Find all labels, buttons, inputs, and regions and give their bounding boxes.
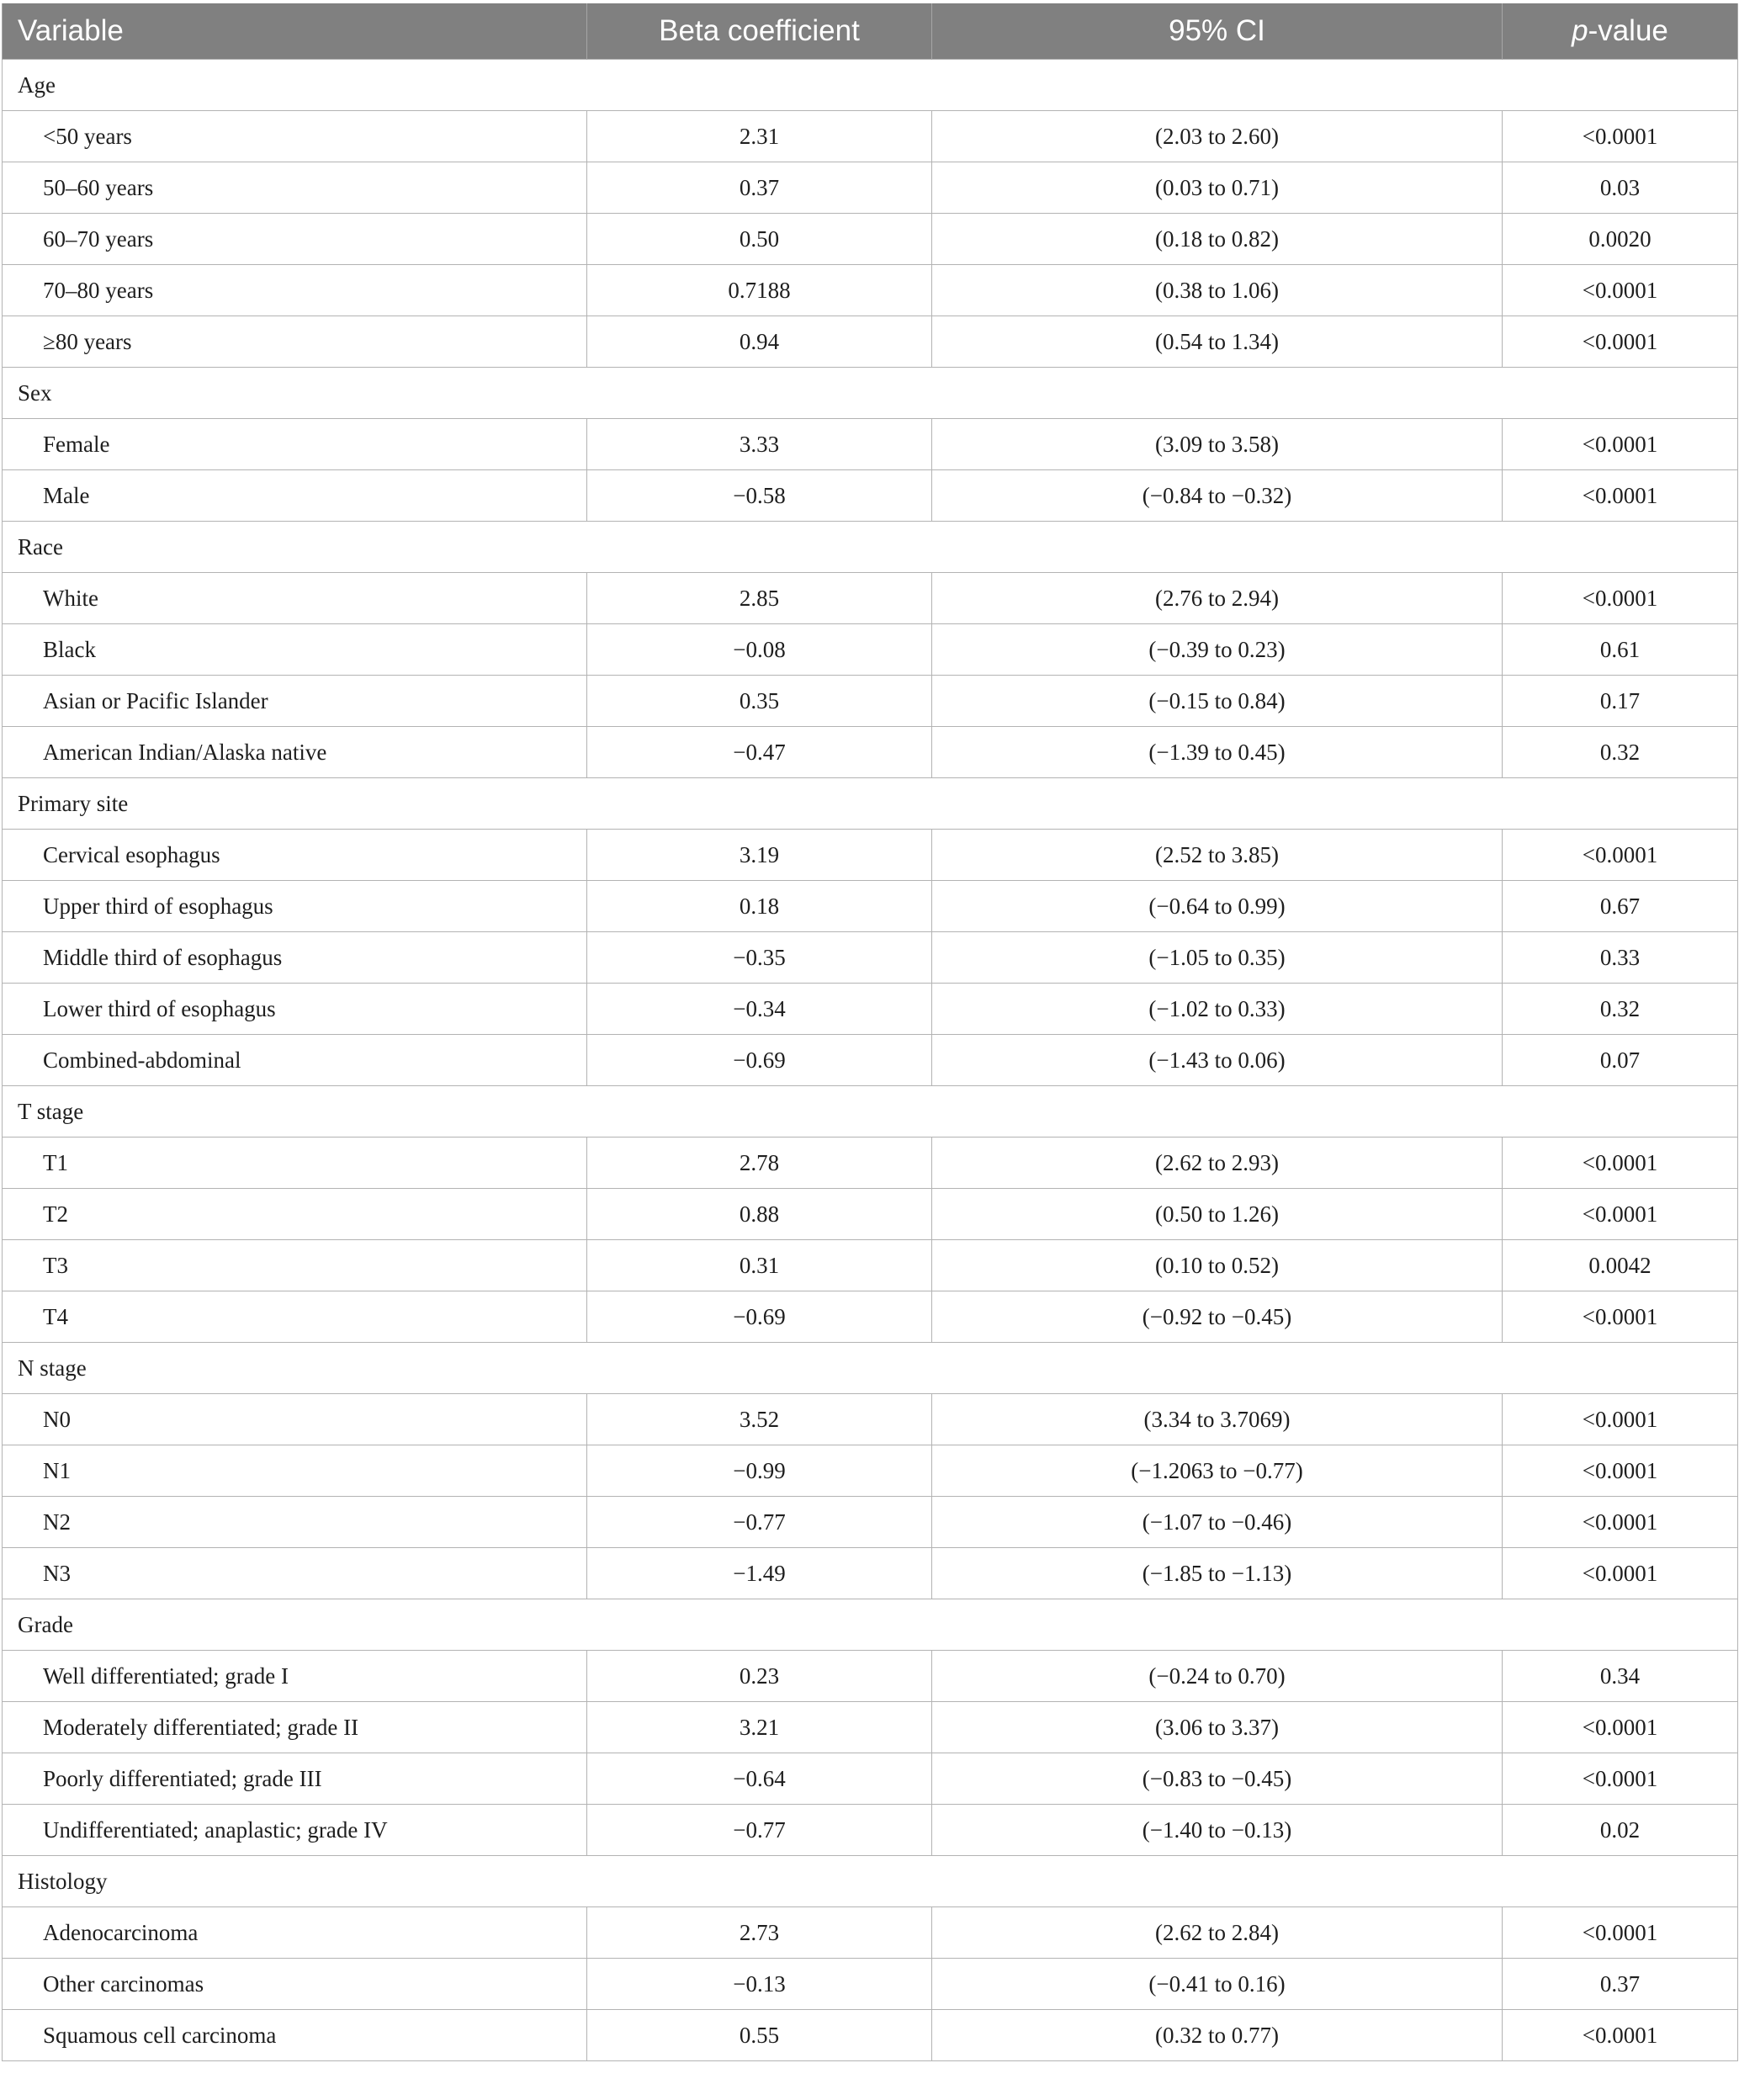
table-row (3, 111, 1738, 162)
confidence-interval-cell: (3.09 to 3.58) (932, 419, 1503, 470)
p-value-cell: 0.03 (1503, 162, 1738, 214)
p-value-cell: <0.0001 (1503, 1907, 1738, 1959)
beta-coefficient-cell: −0.08 (587, 624, 932, 676)
row-label: Combined-abdominal (3, 1035, 587, 1086)
table-row (3, 1651, 1738, 1702)
beta-coefficient-cell: −0.77 (587, 1497, 932, 1548)
table-row (3, 1394, 1738, 1445)
row-label: White (3, 573, 587, 624)
row-label: T4 (3, 1291, 587, 1343)
table-row (3, 1753, 1738, 1805)
table-row (3, 1035, 1738, 1086)
row-label: Undifferentiated; anaplastic; grade IV (3, 1805, 587, 1856)
beta-coefficient-cell: 0.35 (587, 676, 932, 727)
p-value-cell: 0.67 (1503, 881, 1738, 932)
p-value-cell: 0.33 (1503, 932, 1738, 984)
header-p-letter: p (1572, 14, 1588, 47)
beta-coefficient-cell: 0.88 (587, 1189, 932, 1240)
row-label: T3 (3, 1240, 587, 1291)
header-p-value (1503, 3, 1738, 60)
confidence-interval-cell: (−1.40 to −0.13) (932, 1805, 1503, 1856)
header-p-suffix: -value (1588, 14, 1668, 47)
table-row (3, 1702, 1738, 1753)
group-title: Histology (3, 1856, 1738, 1907)
table-header (3, 3, 1738, 60)
confidence-interval-cell: (−0.83 to −0.45) (932, 1753, 1503, 1805)
p-value-cell: 0.61 (1503, 624, 1738, 676)
p-value-cell: <0.0001 (1503, 316, 1738, 368)
confidence-interval-cell: (0.03 to 0.71) (932, 162, 1503, 214)
table-row (3, 1445, 1738, 1497)
beta-coefficient-cell: −0.35 (587, 932, 932, 984)
p-value-cell: <0.0001 (1503, 1753, 1738, 1805)
table-row (3, 1805, 1738, 1856)
row-label: American Indian/Alaska native (3, 727, 587, 778)
p-value-cell: <0.0001 (1503, 265, 1738, 316)
group-title: N stage (3, 1343, 1738, 1394)
header-row (3, 3, 1738, 60)
table-row (3, 932, 1738, 984)
regression-table (2, 3, 1738, 2061)
group-header-row (3, 60, 1738, 111)
p-value-cell: <0.0001 (1503, 2010, 1738, 2061)
table-row (3, 1138, 1738, 1189)
beta-coefficient-cell: 2.85 (587, 573, 932, 624)
p-value-cell: 0.37 (1503, 1959, 1738, 2010)
group-title: Primary site (3, 778, 1738, 830)
table-row (3, 984, 1738, 1035)
confidence-interval-cell: (−1.2063 to −0.77) (932, 1445, 1503, 1497)
p-value-cell: <0.0001 (1503, 1497, 1738, 1548)
p-value-cell: 0.0020 (1503, 214, 1738, 265)
p-value-cell: 0.34 (1503, 1651, 1738, 1702)
row-label: Other carcinomas (3, 1959, 587, 2010)
row-label: Squamous cell carcinoma (3, 2010, 587, 2061)
confidence-interval-cell: (−0.24 to 0.70) (932, 1651, 1503, 1702)
p-value-cell: <0.0001 (1503, 1548, 1738, 1599)
confidence-interval-cell: (2.52 to 3.85) (932, 830, 1503, 881)
table-row (3, 162, 1738, 214)
confidence-interval-cell: (−1.07 to −0.46) (932, 1497, 1503, 1548)
table-row (3, 1548, 1738, 1599)
p-value-cell: <0.0001 (1503, 830, 1738, 881)
table-row (3, 1240, 1738, 1291)
table-row (3, 265, 1738, 316)
row-label: Poorly differentiated; grade III (3, 1753, 587, 1805)
confidence-interval-cell: (2.76 to 2.94) (932, 573, 1503, 624)
beta-coefficient-cell: 2.78 (587, 1138, 932, 1189)
beta-coefficient-cell: −0.69 (587, 1035, 932, 1086)
table-row (3, 214, 1738, 265)
row-label: Upper third of esophagus (3, 881, 587, 932)
group-header-row (3, 522, 1738, 573)
row-label: Adenocarcinoma (3, 1907, 587, 1959)
p-value-cell: 0.17 (1503, 676, 1738, 727)
confidence-interval-cell: (0.54 to 1.34) (932, 316, 1503, 368)
table-row (3, 1907, 1738, 1959)
beta-coefficient-cell: 3.52 (587, 1394, 932, 1445)
beta-coefficient-cell: 0.23 (587, 1651, 932, 1702)
row-label: N0 (3, 1394, 587, 1445)
row-label: Cervical esophagus (3, 830, 587, 881)
row-label: Middle third of esophagus (3, 932, 587, 984)
confidence-interval-cell: (0.32 to 0.77) (932, 2010, 1503, 2061)
table-row (3, 676, 1738, 727)
table-row (3, 470, 1738, 522)
row-label: Well differentiated; grade I (3, 1651, 587, 1702)
beta-coefficient-cell: −0.99 (587, 1445, 932, 1497)
table-row (3, 573, 1738, 624)
table-row (3, 881, 1738, 932)
table-row (3, 624, 1738, 676)
p-value-cell: 0.0042 (1503, 1240, 1738, 1291)
table-row (3, 1189, 1738, 1240)
p-value-cell: 0.02 (1503, 1805, 1738, 1856)
beta-coefficient-cell: −1.49 (587, 1548, 932, 1599)
beta-coefficient-cell: 3.19 (587, 830, 932, 881)
beta-coefficient-cell: 0.7188 (587, 265, 932, 316)
beta-coefficient-cell: −0.69 (587, 1291, 932, 1343)
row-label: N3 (3, 1548, 587, 1599)
row-label: N1 (3, 1445, 587, 1497)
confidence-interval-cell: (−0.64 to 0.99) (932, 881, 1503, 932)
beta-coefficient-cell: −0.77 (587, 1805, 932, 1856)
beta-coefficient-cell: 0.37 (587, 162, 932, 214)
row-label: ≥80 years (3, 316, 587, 368)
beta-coefficient-cell: 0.31 (587, 1240, 932, 1291)
p-value-cell: 0.07 (1503, 1035, 1738, 1086)
beta-coefficient-cell: 2.31 (587, 111, 932, 162)
header-beta-coefficient: Beta coefficient (587, 3, 932, 60)
confidence-interval-cell: (−1.02 to 0.33) (932, 984, 1503, 1035)
beta-coefficient-cell: −0.64 (587, 1753, 932, 1805)
confidence-interval-cell: (2.62 to 2.93) (932, 1138, 1503, 1189)
group-header-row (3, 1086, 1738, 1138)
confidence-interval-cell: (0.38 to 1.06) (932, 265, 1503, 316)
table-row (3, 830, 1738, 881)
confidence-interval-cell: (2.62 to 2.84) (932, 1907, 1503, 1959)
p-value-cell: 0.32 (1503, 727, 1738, 778)
group-title: Grade (3, 1599, 1738, 1651)
confidence-interval-cell: (−0.39 to 0.23) (932, 624, 1503, 676)
beta-coefficient-cell: 0.18 (587, 881, 932, 932)
p-value-cell: <0.0001 (1503, 1394, 1738, 1445)
beta-coefficient-cell: −0.13 (587, 1959, 932, 2010)
confidence-interval-cell: (3.34 to 3.7069) (932, 1394, 1503, 1445)
p-value-cell: <0.0001 (1503, 1445, 1738, 1497)
confidence-interval-cell: (−1.05 to 0.35) (932, 932, 1503, 984)
beta-coefficient-cell: 3.33 (587, 419, 932, 470)
group-title: T stage (3, 1086, 1738, 1138)
row-label: <50 years (3, 111, 587, 162)
p-value-cell: <0.0001 (1503, 1189, 1738, 1240)
table-row (3, 2010, 1738, 2061)
row-label: 60–70 years (3, 214, 587, 265)
row-label: Moderately differentiated; grade II (3, 1702, 587, 1753)
confidence-interval-cell: (0.50 to 1.26) (932, 1189, 1503, 1240)
confidence-interval-cell: (0.18 to 0.82) (932, 214, 1503, 265)
table-row (3, 1497, 1738, 1548)
group-header-row (3, 1856, 1738, 1907)
table-row (3, 1291, 1738, 1343)
beta-coefficient-cell: 3.21 (587, 1702, 932, 1753)
p-value-cell: 0.32 (1503, 984, 1738, 1035)
group-title: Age (3, 60, 1738, 111)
p-value-cell: <0.0001 (1503, 470, 1738, 522)
row-label: Black (3, 624, 587, 676)
table-row (3, 419, 1738, 470)
beta-coefficient-cell: 0.94 (587, 316, 932, 368)
beta-coefficient-cell: 2.73 (587, 1907, 932, 1959)
beta-coefficient-cell: −0.58 (587, 470, 932, 522)
group-title: Sex (3, 368, 1738, 419)
table-row (3, 316, 1738, 368)
regression-table-container (2, 3, 1737, 2061)
confidence-interval-cell: (−1.43 to 0.06) (932, 1035, 1503, 1086)
beta-coefficient-cell: −0.47 (587, 727, 932, 778)
p-value-cell: <0.0001 (1503, 111, 1738, 162)
row-label: T2 (3, 1189, 587, 1240)
row-label: Lower third of esophagus (3, 984, 587, 1035)
row-label: N2 (3, 1497, 587, 1548)
confidence-interval-cell: (0.10 to 0.52) (932, 1240, 1503, 1291)
beta-coefficient-cell: −0.34 (587, 984, 932, 1035)
p-value-cell: <0.0001 (1503, 573, 1738, 624)
p-value-cell: <0.0001 (1503, 1702, 1738, 1753)
confidence-interval-cell: (−0.84 to −0.32) (932, 470, 1503, 522)
header-variable: Variable (3, 3, 587, 60)
confidence-interval-cell: (−1.85 to −1.13) (932, 1548, 1503, 1599)
table-row (3, 727, 1738, 778)
group-header-row (3, 1343, 1738, 1394)
confidence-interval-cell: (2.03 to 2.60) (932, 111, 1503, 162)
group-header-row (3, 368, 1738, 419)
p-value-cell: <0.0001 (1503, 1138, 1738, 1189)
confidence-interval-cell: (−1.39 to 0.45) (932, 727, 1503, 778)
confidence-interval-cell: (−0.15 to 0.84) (932, 676, 1503, 727)
row-label: 70–80 years (3, 265, 587, 316)
row-label: 50–60 years (3, 162, 587, 214)
row-label: T1 (3, 1138, 587, 1189)
group-header-row (3, 1599, 1738, 1651)
confidence-interval-cell: (3.06 to 3.37) (932, 1702, 1503, 1753)
confidence-interval-cell: (−0.92 to −0.45) (932, 1291, 1503, 1343)
row-label: Female (3, 419, 587, 470)
table-row (3, 1959, 1738, 2010)
p-value-cell: <0.0001 (1503, 419, 1738, 470)
beta-coefficient-cell: 0.50 (587, 214, 932, 265)
confidence-interval-cell: (−0.41 to 0.16) (932, 1959, 1503, 2010)
beta-coefficient-cell: 0.55 (587, 2010, 932, 2061)
group-header-row (3, 778, 1738, 830)
p-value-cell: <0.0001 (1503, 1291, 1738, 1343)
table-body (3, 60, 1738, 2061)
group-title: Race (3, 522, 1738, 573)
row-label: Asian or Pacific Islander (3, 676, 587, 727)
header-confidence-interval: 95% CI (932, 3, 1503, 60)
row-label: Male (3, 470, 587, 522)
